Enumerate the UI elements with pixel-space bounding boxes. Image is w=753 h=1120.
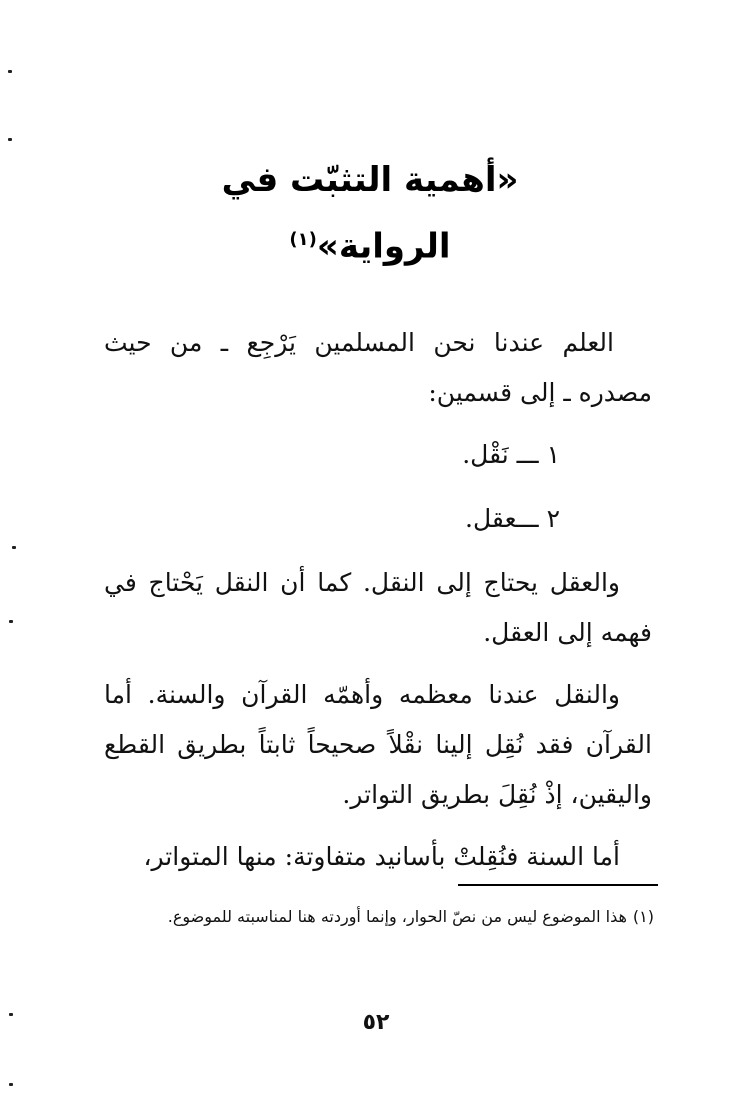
scan-mark xyxy=(8,138,12,141)
footnote-number: (١) xyxy=(632,907,654,926)
paragraph-sunnah: أما السنة فنُقِلتْ بأسانيد متفاوتة: منها المتواتر، xyxy=(143,842,620,871)
scan-mark xyxy=(9,1013,13,1016)
list-item-naql: ١ ـــ نَقْل. xyxy=(462,440,560,469)
body-text xyxy=(104,318,652,894)
paragraph-quran: والنقل عندنا معظمه وأهمّه القرآن والسنة. أما القرآن فقد نُقِل إلينا نقْلاً صحيحاً ثابتاً بطريق القطع واليقين، إذْ نُقِلَ بطريق التواتر. xyxy=(104,680,652,809)
paragraph-reason: والعقل يحتاج إلى النقل. كما أن النقل يَحْتاج في فهمه إلى العقل. xyxy=(104,568,652,647)
title-footnote-ref: (١) xyxy=(289,229,317,250)
scan-mark xyxy=(12,546,16,549)
page-number: ٥٢ xyxy=(362,1010,390,1035)
list-item-aql: ٢ ـــعقل. xyxy=(465,504,560,533)
footnote xyxy=(104,900,654,934)
footnote-text: هذا الموضوع ليس من نصّ الحوار، وإنما أوردته هنا لمناسبته للموضوع. xyxy=(167,907,627,926)
scan-mark xyxy=(9,1083,13,1086)
page-title xyxy=(150,150,590,276)
title-text: «أهمية التثبّت في الرواية» xyxy=(221,160,519,267)
footnote-divider xyxy=(458,884,658,886)
scan-mark xyxy=(9,620,13,623)
paragraph-intro: العلم عندنا نحن المسلمين يَرْجِع ـ من حيث مصدره ـ إلى قسمين: xyxy=(104,328,652,407)
scan-mark xyxy=(8,70,12,73)
